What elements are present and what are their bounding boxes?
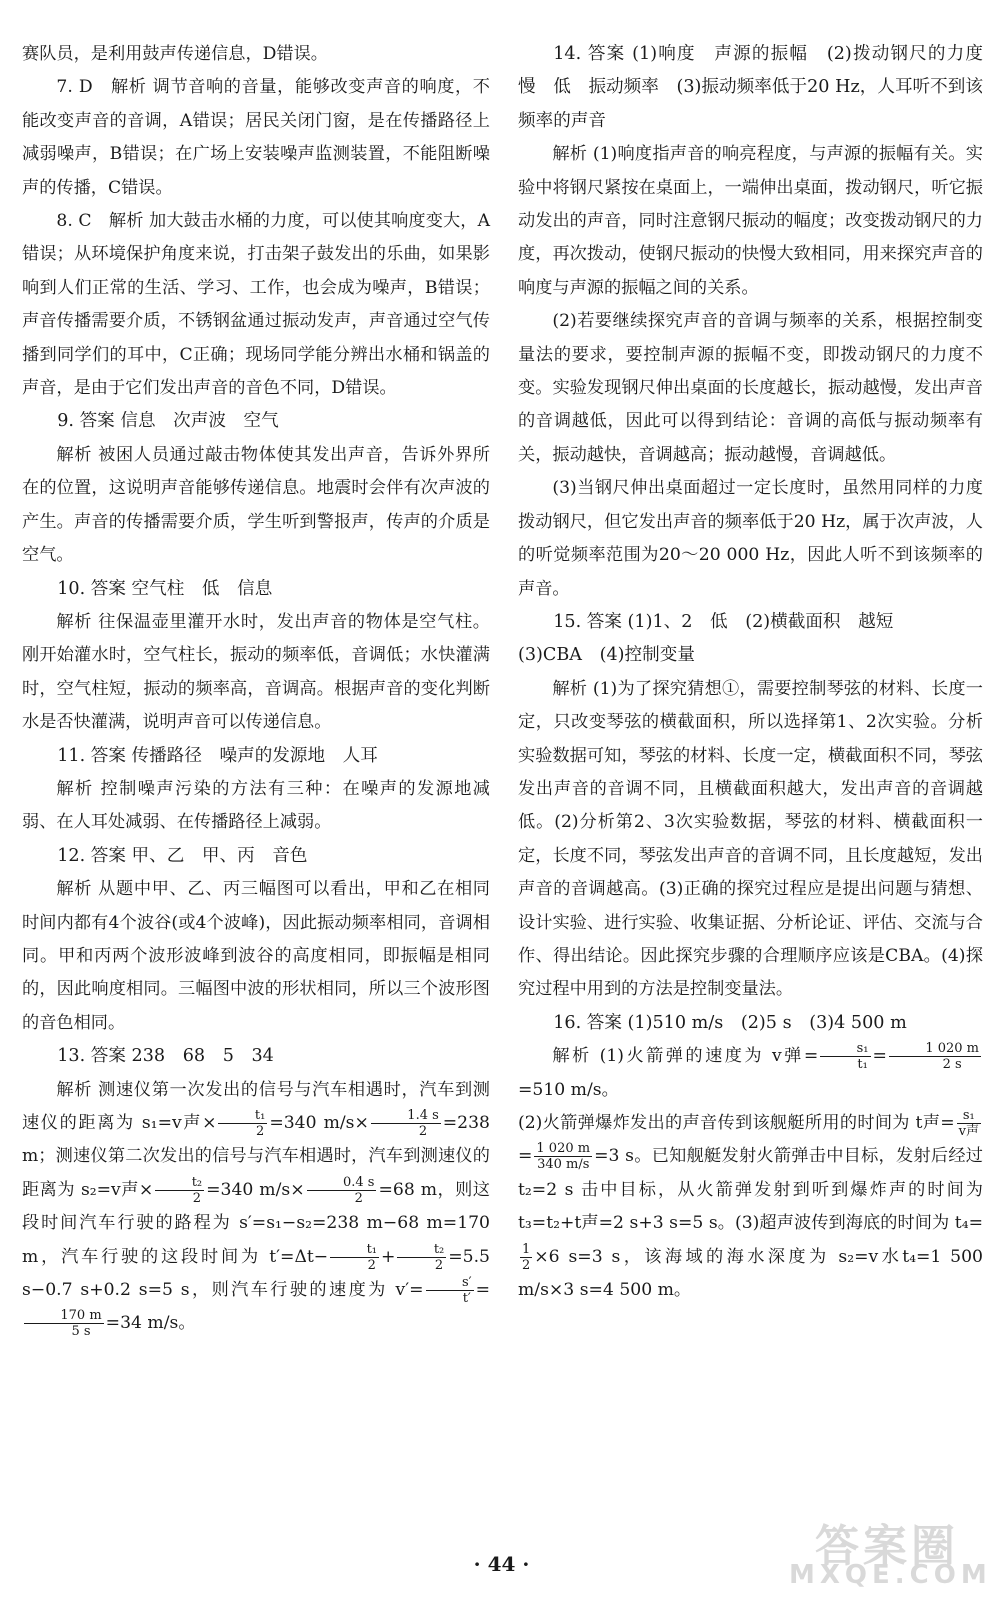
denominator: 5 s: [71, 1324, 91, 1340]
denominator: 340 m/s: [537, 1157, 590, 1173]
watermark-logo: [789, 1510, 992, 1594]
q13-text-g: =5.5 s−0.7 s+0.2 s=5 s，则汽车行驶的速度为 v′=: [22, 1246, 490, 1301]
q14-explanation-2: (2)若要继续探究声音的音调与频率的关系，根据控制变量法的要求，要控制声源的振幅不变，即拨动钢尺的力度不变。实验发现钢尺伸出桌面的长度越长，振动越慢，发出声音的音调越低，因此可以得到结论：音调的高低与振动频率有关，振动越快，音调越高；振动越慢，音调越低。: [518, 311, 983, 465]
fraction-1.4s-over-2: [371, 1108, 441, 1139]
left-column: [22, 38, 490, 1341]
fraction-s1-over-t1: [820, 1041, 870, 1072]
denominator: 2: [192, 1190, 202, 1206]
numerator: 170 m: [24, 1308, 104, 1324]
q15-explanation: 解析 (1)为了探究猜想①，需要控制琴弦的材料、长度一定，只改变琴弦的横截面积，所以选择第1、2次实验。分析实验数据可知，琴弦的材料、长度一定，横截面积不同，琴弦发出声音的音调不同，且横截面积越大，发出声音的音调越低。(2)分析第2、3次实验数据，琴弦的材料、横截面积一定，长度不同，琴弦发出声音的音调不同，且长度越短，发出声音的音调越高。(3)正确的探究过程应是提出问题与猜想、设计实验、进行实验、收集证据、分析论证、评估、交流与合作、得出结论。因此探究步骤的合理顺序应该是CBA。(4)探究过程中用到的方法是控制变量法。: [518, 678, 983, 1000]
denominator: t₁: [857, 1057, 868, 1073]
q14-answer: 14. 答案 (1)响度 声源的振幅 (2)拨动钢尺的力度 慢 低 振动频率 (3)振动频率低于20 Hz，人耳听不到该频率的声音: [518, 44, 1001, 131]
q16-explanation-1: [518, 1040, 983, 1107]
q9-explanation: 解析 被困人员通过敲击物体使其发出声音，告诉外界所在的位置，这说明声音能够传递信息。地震时会伴有次声波的产生。声音的传播需要介质，学生听到警报声，传声的介质是空气。: [22, 444, 490, 566]
numerator: s₁: [957, 1108, 981, 1124]
q16-answer: 16. 答案 (1)510 m/s (2)5 s (3)4 500 m: [553, 1012, 907, 1033]
q13-text-b: =340 m/s×: [269, 1113, 369, 1133]
numerator: 0.4 s: [307, 1175, 377, 1191]
q16-text-b: =: [872, 1046, 887, 1067]
q11-explanation: 解析 控制噪声污染的方法有三种：在噪声的发源地减弱、在人耳处减弱、在传播路径上减弱。: [22, 778, 490, 833]
fraction-170m-over-5s: [24, 1308, 104, 1339]
q13-explanation: [22, 1074, 490, 1341]
q11-answer: 11. 答案 传播路径 噪声的发源地 人耳: [57, 745, 378, 766]
numerator: t₁: [330, 1242, 379, 1258]
numerator: t₂: [397, 1242, 446, 1258]
denominator: 2: [367, 1257, 376, 1273]
numerator: 1 020 m: [536, 1141, 591, 1157]
q16-text-g: ×6 s=3 s，该海域的海水深度为 s₂=v水t₄=1 500 m/s×3 s=4 500 m。: [518, 1246, 983, 1301]
q12-explanation: 解析 从题中甲、乙、丙三幅图可以看出，甲和乙在相同时间内都有4个波谷(或4个波峰)，因此振动频率相同，音调相同。甲和丙两个波形波峰到波谷的高度相同，即振幅是相同的，因此响度相同。三幅图中波的形状相同，所以三个波形图的音色相同。: [22, 879, 490, 1033]
denominator: 2: [354, 1190, 363, 1206]
q13-answer: 13. 答案 238 68 5 34: [57, 1046, 274, 1067]
q16-text-c: =510 m/s。: [518, 1079, 619, 1100]
q8-explanation: 8. C 解析 加大鼓击水桶的力度，可以使其响度变大，A错误；从环境保护角度来说，打击架子鼓发出的乐曲，如果影响到人们正常的生活、学习、工作，也会成为噪声，B错误；声音传播需要介质，不锈钢盆通过振动发声，声音通过空气传播到同学们的耳中，C正确；现场同学能分辨出水桶和锅盖的声音，是由于它们发出声音的音色不同，D错误。: [22, 211, 490, 399]
denominator: 2 s: [942, 1057, 962, 1073]
fraction-1-over-2: [520, 1242, 532, 1273]
watermark-url: MXQE.COM: [789, 1560, 992, 1590]
denominator: t′: [462, 1291, 471, 1307]
denominator: 2: [255, 1124, 265, 1139]
fraction-s-over-t: [426, 1275, 474, 1306]
fraction-t2-over-2: [155, 1175, 204, 1206]
intro-line: 赛队员，是利用鼓声传递信息，D错误。: [22, 44, 328, 64]
numerator: s′: [426, 1275, 474, 1291]
fraction-t2-over-2-b: [397, 1242, 446, 1273]
q9-answer: 9. 答案 信息 次声波 空气: [57, 411, 279, 432]
numerator: 1: [522, 1241, 531, 1257]
q10-answer: 10. 答案 空气柱 低 信息: [57, 578, 273, 599]
denominator: v声: [958, 1124, 979, 1139]
denominator: 2: [434, 1257, 444, 1273]
q16-text-f: =3 s。已知舰艇发射火箭弹击中目标，发射后经过 t₂=2 s 击中目标，从火箭弹发射到听到爆炸声的时间为 t₃=t₂+t声=2 s+3 s=5 s。(3)超声波传到海底的时间为 t₄=: [518, 1146, 983, 1234]
denominator: 2: [522, 1257, 531, 1273]
fraction-1020m-over-340ms: [534, 1141, 592, 1172]
numerator: 1.4 s: [371, 1108, 441, 1124]
q15-answer-1: 15. 答案 (1)1、2 低 (2)横截面积 越短: [553, 611, 894, 632]
q10-explanation: 解析 往保温壶里灌开水时，发出声音的物体是空气柱。刚开始灌水时，空气柱长，振动的频率低，音调低；水快灌满时，空气柱短，振动的频率高，音调高。根据声音的变化判断水是否快灌满，说明声音可以传递信息。: [22, 611, 490, 733]
right-column: [518, 38, 1001, 1307]
numerator: t₂: [155, 1175, 204, 1191]
q13-text-f: +: [381, 1246, 396, 1267]
fraction-1020m-over-2s: [889, 1041, 981, 1072]
q13-text-h: =: [475, 1280, 490, 1301]
fraction-t1-over-2-b: [330, 1242, 379, 1273]
q13-text-e: =68 m，则这段时间汽车行驶的路程为 s′=s₁−s₂=238 m−68 m=170 m，汽车行驶的这段时间为 t′=Δt−: [22, 1179, 490, 1267]
page-number: · 44 ·: [473, 1552, 530, 1576]
q13-text-i: =34 m/s。: [105, 1313, 196, 1334]
q13-text-a: 解析 测速仪第一次发出的信号与汽车相遇时，汽车到测速仪的距离为 s₁=v声×: [22, 1079, 490, 1133]
denominator: 2: [418, 1124, 428, 1139]
q12-answer: 12. 答案 甲、乙 甲、丙 音色: [57, 845, 308, 866]
fraction-0.4s-over-2: [307, 1175, 377, 1206]
watermark-text: 答案圈: [815, 1521, 959, 1572]
q16-text-e: =: [518, 1146, 533, 1167]
q14-explanation-3: (3)当钢尺伸出桌面超过一定长度时，虽然用同样的力度拨动钢尺，但它发出声音的频率低于20 Hz，属于次声波，人的听觉频率范围为20～20 000 Hz，因此人听不到该频率的声音。: [518, 478, 983, 599]
q15-answer-2: (3)CBA (4)控制变量: [518, 645, 695, 666]
numerator: t₁: [218, 1108, 267, 1124]
fraction-s1-over-v: [957, 1108, 981, 1139]
q14-explanation-1: 解析 (1)响度指声音的响亮程度，与声源的振幅有关。实验中将钢尺紧按在桌面上，一端伸出桌面，拨动钢尺，听它振动发出的声音，同时注意钢尺振动的幅度；改变拨动钢尺的力度，再次拨动，使钢尺振动的快慢大致相同，用来探究声音的响度与声源的振幅之间的关系。: [518, 144, 983, 298]
q16-text-a: 解析 (1)火箭弹的速度为 v弹=: [552, 1046, 819, 1067]
q13-text-d: =340 m/s×: [206, 1179, 305, 1200]
q13-text-c: =238 m；测速仪第二次发出的信号与汽车相遇时，汽车到测速仪的距离为 s₂=v声×: [22, 1113, 490, 1200]
numerator: s₁: [820, 1041, 870, 1057]
numerator: 1 020 m: [889, 1041, 981, 1057]
q7-explanation: 7. D 解析 调节音响的音量，能够改变声音的响度，不能改变声音的音调，A错误；居民关闭门窗，是在传播路径上减弱噪声，B错误；在广场上安装噪声监测装置，不能阻断噪声的传播，C错误。: [22, 77, 490, 198]
fraction-t1-over-2: [218, 1108, 267, 1139]
q16-explanation-2: [518, 1107, 983, 1307]
q16-text-d: (2)火箭弹爆炸发出的声音传到该舰艇所用的时间为 t声=: [518, 1113, 955, 1133]
